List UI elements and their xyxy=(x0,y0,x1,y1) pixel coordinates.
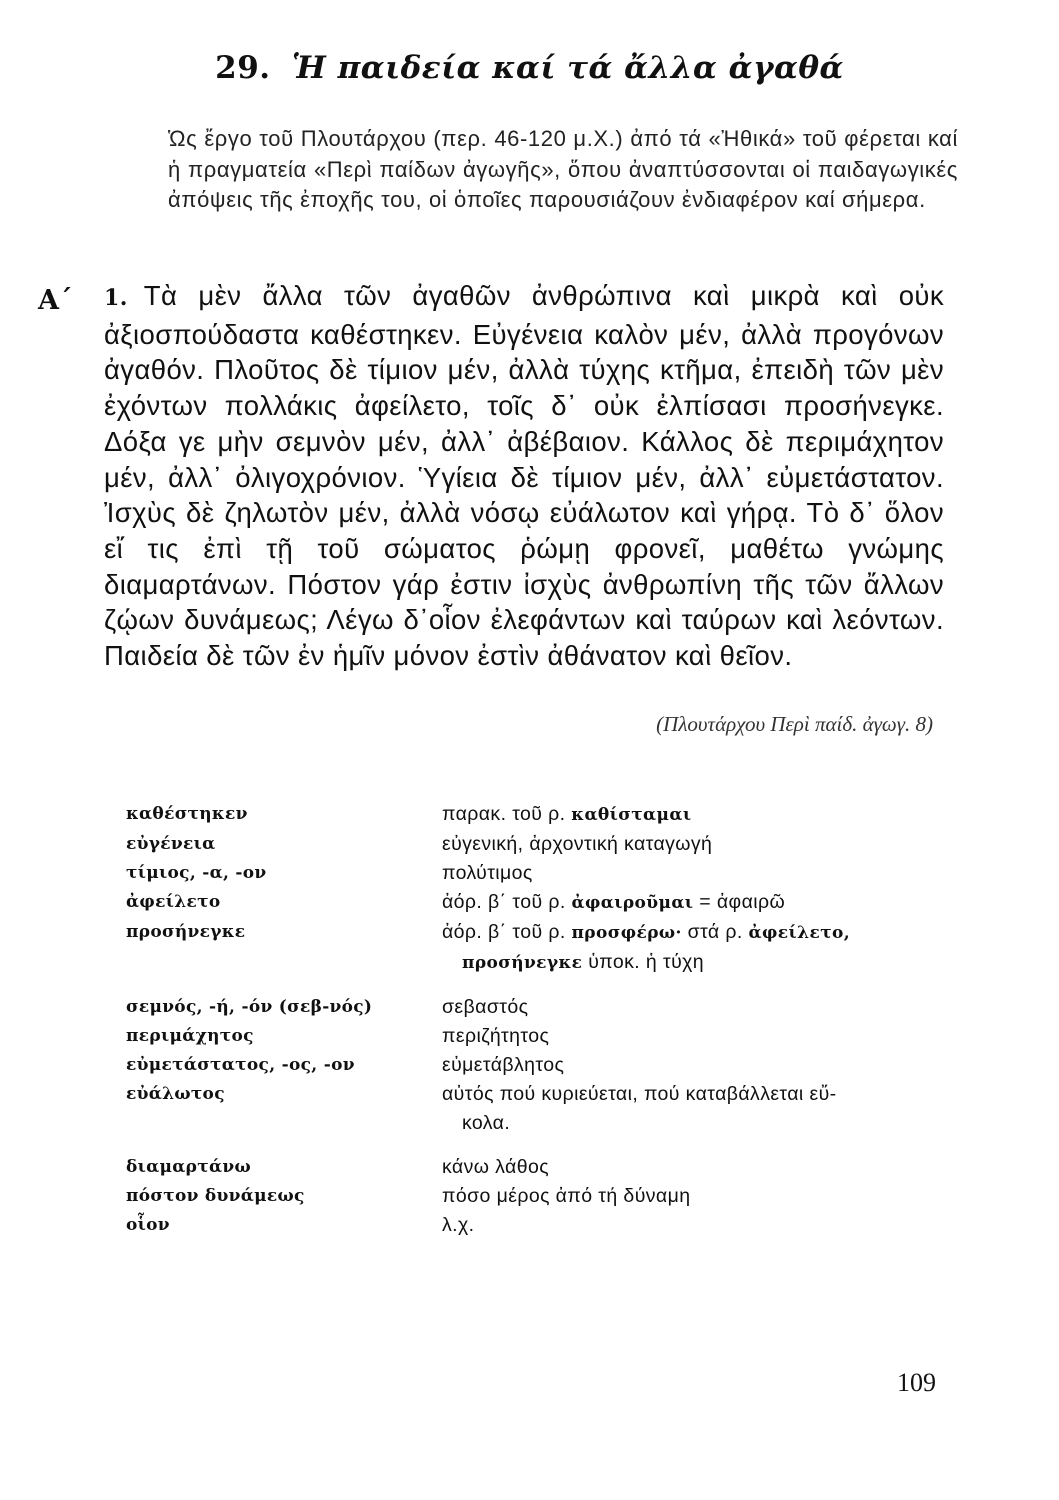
vocab-term: εὐάλωτος xyxy=(126,1084,225,1104)
vocab-row xyxy=(126,1211,966,1240)
vocab-term: διαμαρτάνω xyxy=(126,1157,251,1177)
vocab-row xyxy=(126,1080,966,1138)
intro-paragraph: Ὡς ἔργο τοῦ Πλουτάρχου (περ. 46-120 μ.Χ.) ἀπό τά «Ἠθικά» τοῦ φέρεται καί ἡ πραγματεία «Περὶ παίδων ἀγωγῆς», ὅπου ἀναπτύσσονται οἱ παιδαγωγικές ἀπόψεις τῆς ἐποχῆς του, οἱ ὁποῖες παρουσιάζουν ἐνδιαφέρον καί σήμερα. xyxy=(168,126,958,212)
greek-passage xyxy=(104,278,944,674)
vocab-definition: πόσο μέρος ἀπό τή δύναμη xyxy=(442,1185,691,1207)
vocab-row xyxy=(126,918,966,978)
vocab-term: σεμνός, -ή, -όν (σεβ-νός) xyxy=(126,997,373,1017)
vocab-term: τίμιος, -α, -ον xyxy=(126,863,267,883)
page-number: 109 xyxy=(897,1368,936,1397)
passage-text: Τὰ μὲν ἄλλα τῶν ἀγαθῶν ἀνθρώπινα καὶ μικρὰ καὶ οὐκ ἀξιοσπούδαστα καθέστηκεν. Εὐγένεια καλὸν μέν, ἀλλὰ προγόνων ἀγαθόν. Πλοῦτος δὲ τίμιον μέν, ἀλλὰ τύχης κτῆμα, ἐπειδὴ τῶν μὲν ἐχόντων πολλάκις ἀφείλετο, τοῖς δ᾽ οὐκ ἐλπίσασι προσήνεγκε. Δόξα γε μὴν σεμνὸν μέν, ἀλλ᾽ ἀβέβαιον. Κάλλος δὲ περιμάχητον μέν, ἀλλ᾽ ὀλιγοχρόνιον. Ὑγίεια δὲ τίμιον μέν, ἀλλ᾽ εὐμετάστατον. Ἰσχὺς δὲ ζηλωτὸν μέν, ἀλλὰ νόσῳ εὐάλωτον καὶ γήρᾳ. Τὸ δ᾽ ὅλον εἴ τις ἐπὶ τῇ τοῦ σώματος ῥώμῃ φρονεῖ, μαθέτω γνώμης διαμαρτάνων. Πόστον γάρ ἐστιν ἰσχὺς ἀνθρωπίνη τῆς τῶν ἄλλων ζῴων δυνάμεως; Λέγω δ᾽οἷον ἐλεφάντων καὶ ταύρων καὶ λεόντων. Παιδεία δὲ τῶν ἐν ἡμῖν μόνον ἐστὶν ἀθάνατον καὶ θεῖον. xyxy=(104,280,944,672)
vocab-term: περιμάχητος xyxy=(126,1026,254,1046)
vocab-row xyxy=(126,830,966,859)
vocab-row xyxy=(126,1153,966,1182)
vocab-definition: περιζήτητος xyxy=(442,1025,550,1047)
vocab-row xyxy=(126,1022,966,1051)
vocab-term: ἀφείλετο xyxy=(126,892,221,912)
vocab-definition: λ.χ. xyxy=(442,1214,475,1236)
section-letter: Α΄ xyxy=(38,285,73,316)
vocab-definition: παρακ. τοῦ ρ. καθίσταμαι xyxy=(442,803,692,825)
vocab-row xyxy=(126,1182,966,1211)
vocab-term: προσήνεγκε xyxy=(126,922,246,942)
vocab-definition: σεβαστός xyxy=(442,996,529,1018)
vocab-term: εὐμετάστατος, -ος, -ον xyxy=(126,1055,355,1075)
vocab-definition: εὐγενική, ἀρχοντική καταγωγή xyxy=(442,833,713,855)
lesson-title xyxy=(0,50,1059,86)
vocabulary-table xyxy=(126,800,966,1240)
vocab-row xyxy=(126,1051,966,1080)
lesson-number: 29. xyxy=(215,50,271,86)
vocab-definition: πολύτιμος xyxy=(442,862,533,884)
vocab-term: καθέστηκεν xyxy=(126,804,248,824)
vocab-row xyxy=(126,888,966,918)
vocab-row xyxy=(126,993,966,1022)
vocab-row xyxy=(126,859,966,888)
vocab-definition: αὐτός πού κυριεύεται, πού καταβάλλεται εὔ- κολα. xyxy=(442,1083,837,1134)
paragraph-number: 1. xyxy=(104,285,128,311)
vocab-row xyxy=(126,800,966,830)
lesson-title-text: Ἡ παιδεία καί τά ἄλλα ἀγαθά xyxy=(291,50,844,86)
vocab-definition: κάνω λάθος xyxy=(442,1156,549,1178)
passage-paragraph xyxy=(104,278,944,674)
vocab-definition: ἀόρ. β΄ τοῦ ρ. προσφέρω· στά ρ. ἀφείλετο, προσήνεγκε ὑποκ. ἡ τύχη xyxy=(442,921,851,973)
vocab-definition: εὐμετάβλητος xyxy=(442,1054,565,1076)
vocab-definition: ἀόρ. β΄ τοῦ ρ. ἀφαιροῦμαι = ἀφαιρῶ xyxy=(442,891,786,913)
citation: (Πλουτάρχου Περὶ παίδ. ἀγωγ. 8) xyxy=(656,712,933,736)
vocab-term: οἷον xyxy=(126,1215,170,1235)
vocab-term: πόστον δυνάμεως xyxy=(126,1186,305,1206)
vocab-term: εὐγένεια xyxy=(126,834,216,854)
